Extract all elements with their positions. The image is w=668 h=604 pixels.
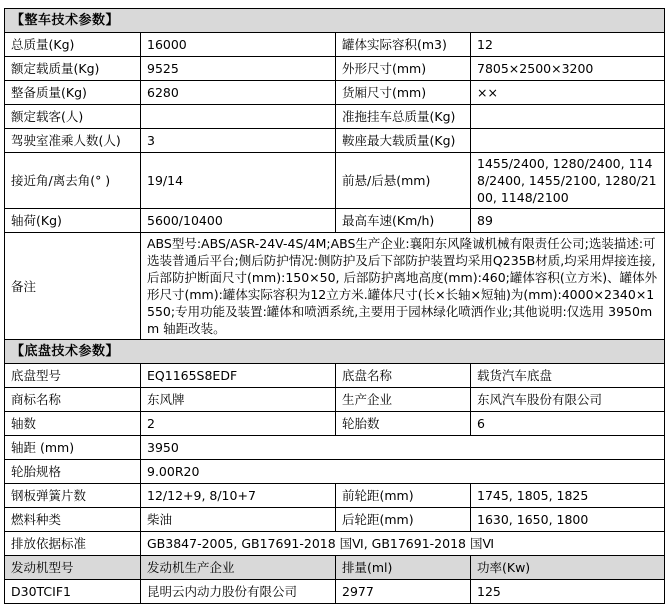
spec-value: GB3847-2005, GB17691-2018 国Ⅵ, GB17691-2018 国Ⅵ xyxy=(141,532,665,556)
spec-label: 罐体实际容积(m3) xyxy=(336,33,471,57)
spec-label: 轮胎数 xyxy=(336,412,471,436)
section-header: 【底盘技术参数】 xyxy=(5,340,665,364)
spec-value: 载货汽车底盘 xyxy=(471,364,665,388)
table-row xyxy=(5,129,665,153)
spec-value: 1745, 1805, 1825 xyxy=(471,484,665,508)
spec-label: 前轮距(mm) xyxy=(336,484,471,508)
spec-label: 最高车速(Km/h) xyxy=(336,209,471,233)
spec-value: 9525 xyxy=(141,57,336,81)
spec-label: 准拖挂车总质量(Kg) xyxy=(336,105,471,129)
table-row xyxy=(5,33,665,57)
spec-value: 3 xyxy=(141,129,336,153)
spec-label: 底盘型号 xyxy=(5,364,141,388)
spec-label: 燃料种类 xyxy=(5,508,141,532)
spec-label: 轴距 (mm) xyxy=(5,436,141,460)
spec-label: 发动机生产企业 xyxy=(141,556,336,580)
table-row xyxy=(5,388,665,412)
spec-table-body xyxy=(5,9,665,604)
spec-label: 外形尺寸(mm) xyxy=(336,57,471,81)
spec-value: 5600/10400 xyxy=(141,209,336,233)
spec-value: 12 xyxy=(471,33,665,57)
spec-label: 备注 xyxy=(5,233,141,340)
spec-value xyxy=(471,129,665,153)
spec-value xyxy=(141,105,336,129)
table-row xyxy=(5,81,665,105)
spec-label: 生产企业 xyxy=(336,388,471,412)
spec-value: 19/14 xyxy=(141,153,336,209)
spec-label: 轴荷(Kg) xyxy=(5,209,141,233)
spec-label: 额定载质量(Kg) xyxy=(5,57,141,81)
spec-table xyxy=(4,8,665,604)
spec-value: 12/12+9, 8/10+7 xyxy=(141,484,336,508)
table-row xyxy=(5,364,665,388)
spec-label: 发动机型号 xyxy=(5,556,141,580)
subheader-row xyxy=(5,556,665,580)
table-row xyxy=(5,412,665,436)
table-row xyxy=(5,105,665,129)
spec-value: 2977 xyxy=(336,580,471,604)
spec-label: 驾驶室准乘人数(人) xyxy=(5,129,141,153)
spec-value: 6 xyxy=(471,412,665,436)
spec-value: 6280 xyxy=(141,81,336,105)
spec-label: 底盘名称 xyxy=(336,364,471,388)
spec-value: ×× xyxy=(471,81,665,105)
spec-value: 东风汽车股份有限公司 xyxy=(471,388,665,412)
spec-label: 总质量(Kg) xyxy=(5,33,141,57)
spec-value xyxy=(471,105,665,129)
spec-value: EQ1165S8EDF xyxy=(141,364,336,388)
spec-label: 接近角/离去角(° ) xyxy=(5,153,141,209)
spec-label: 货厢尺寸(mm) xyxy=(336,81,471,105)
spec-label: 整备质量(Kg) xyxy=(5,81,141,105)
spec-label: 前悬/后悬(mm) xyxy=(336,153,471,209)
table-row xyxy=(5,57,665,81)
spec-value: 1455/2400, 1280/2400, 1148/2400, 1455/2100, 1280/2100, 1148/2100 xyxy=(471,153,665,209)
spec-value: 2 xyxy=(141,412,336,436)
spec-value: 16000 xyxy=(141,33,336,57)
spec-label: 排放依据标准 xyxy=(5,532,141,556)
spec-label: 商标名称 xyxy=(5,388,141,412)
spec-value: 3950 xyxy=(141,436,665,460)
spec-label: 排量(ml) xyxy=(336,556,471,580)
section-row xyxy=(5,9,665,33)
spec-value: 125 xyxy=(471,580,665,604)
spec-value: D30TCIF1 xyxy=(5,580,141,604)
spec-label: 轮胎规格 xyxy=(5,460,141,484)
spec-value: 89 xyxy=(471,209,665,233)
spec-value: 东风牌 xyxy=(141,388,336,412)
spec-value: 柴油 xyxy=(141,508,336,532)
table-row xyxy=(5,532,665,556)
spec-value: 昆明云内动力股份有限公司 xyxy=(141,580,336,604)
spec-label: 功率(Kw) xyxy=(471,556,665,580)
table-row xyxy=(5,233,665,340)
spec-value: 9.00R20 xyxy=(141,460,665,484)
spec-value: 1630, 1650, 1800 xyxy=(471,508,665,532)
spec-label: 额定载客(人) xyxy=(5,105,141,129)
spec-label: 鞍座最大载质量(Kg) xyxy=(336,129,471,153)
table-row xyxy=(5,508,665,532)
spec-label: 钢板弹簧片数 xyxy=(5,484,141,508)
table-row xyxy=(5,436,665,460)
table-row xyxy=(5,484,665,508)
spec-value: 7805×2500×3200 xyxy=(471,57,665,81)
spec-label: 轴数 xyxy=(5,412,141,436)
table-row xyxy=(5,580,665,604)
section-row xyxy=(5,340,665,364)
section-header: 【整车技术参数】 xyxy=(5,9,665,33)
table-row xyxy=(5,153,665,209)
table-row xyxy=(5,460,665,484)
spec-label: 后轮距(mm) xyxy=(336,508,471,532)
spec-value: ABS型号:ABS/ASR-24V-4S/4M;ABS生产企业:襄阳东风隆诚机械有限责任公司;选装描述:可选装普通后平台;侧后防护情况:侧防护及后下部防护装置均采用Q235B材质,均采用焊接连接, 后部防护断面尺寸(mm):150×50, 后部防护离地高度(mm):460;罐体容积(立方米)、罐体外形尺寸(mm):罐体实际容积为12立方米.罐体尺寸(长×长轴×短轴)为(mm):4000×2340×1550;专用功能及装置:罐体和喷洒系统,主要用于园林绿化喷洒作业;其他说明:仅选用 3950mm 轴距改装。 xyxy=(141,233,665,340)
table-row xyxy=(5,209,665,233)
